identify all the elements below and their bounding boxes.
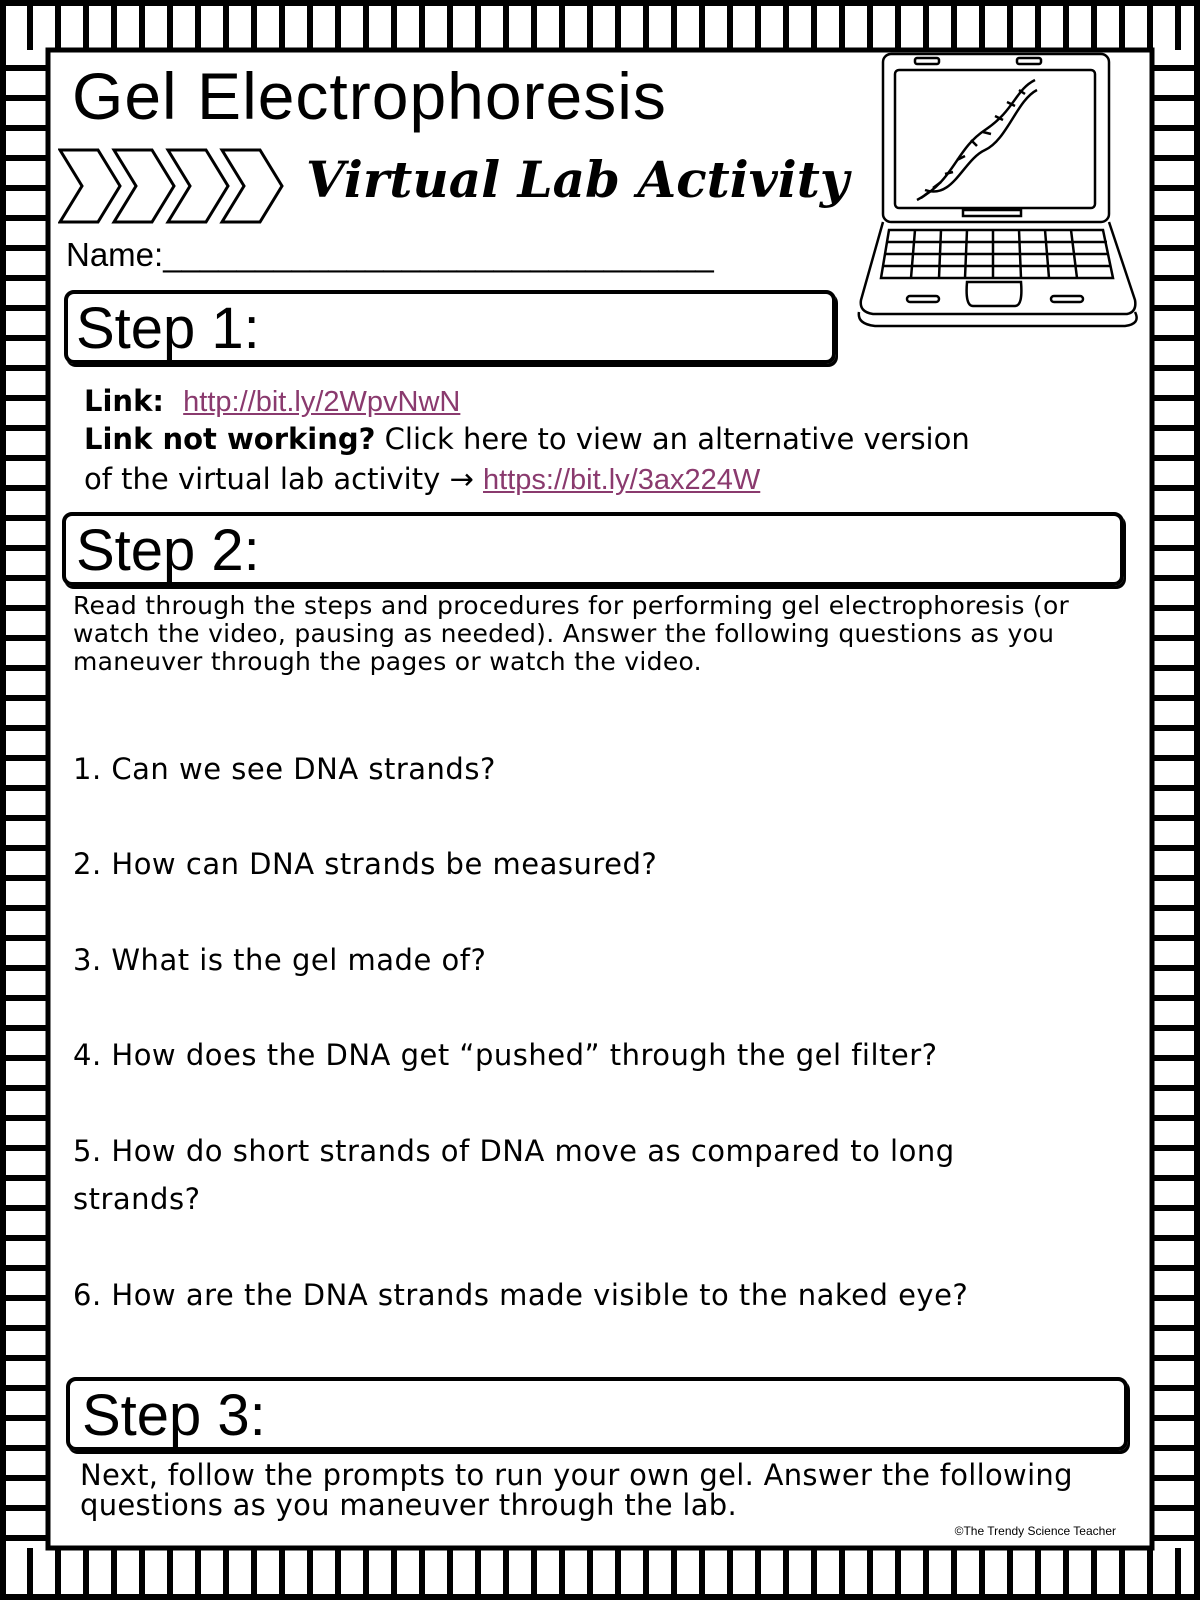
chevron-arrows-icon [58,148,308,228]
question-3: 3. What is the gel made of? [73,943,487,977]
border-stripes-left [4,68,48,1538]
question-2: 2. How can DNA strands be measured? [73,847,658,881]
question-6: 6. How are the DNA strands made visible to the naked eye? [73,1278,969,1312]
laptop-dna-icon [845,50,1150,340]
step2-intro: Read through the steps and procedures for performing gel electrophoresis (or watch the video, pausing as needed). Answer the following questions as you maneuver through the pages or watch the video. [73,591,1070,676]
question-5: 5. How do short strands of DNA move as compared to long strands? [73,1134,955,1216]
link-label: Link: [84,384,164,418]
step1-alt-line-1 [84,422,970,456]
step1-alt-line-2 [84,462,760,497]
step1-label: Step 1: [76,296,260,361]
step1-link-line [84,384,460,419]
copyright-note: ©The Trendy Science Teacher [954,1524,1116,1538]
alt-link-text-2: of the virtual lab activity → [84,462,474,496]
step3-box [66,1377,1128,1451]
step2-box [62,512,1124,586]
border-stripes-right [1152,68,1196,1538]
alt-link-label: Link not working? [84,422,376,456]
question-1: 1. Can we see DNA strands? [73,752,496,786]
step1-box [64,290,836,364]
page-title: Gel Electrophoresis [72,59,667,133]
border-stripes-bottom [30,1548,1178,1596]
step2-label: Step 2: [76,518,260,583]
page-subtitle: Virtual Lab Activity [306,150,849,209]
question-4: 4. How does the DNA get “pushed” through the gel filter? [73,1038,938,1072]
primary-link[interactable]: http://bit.ly/2WpvNwN [183,386,461,418]
alternative-link[interactable]: https://bit.ly/3ax224W [483,464,761,496]
alt-link-text-1: Click here to view an alternative version [384,422,970,456]
border-stripes-top [30,4,1178,50]
name-field[interactable]: Name:______________________________ [66,236,714,273]
step3-text: Next, follow the prompts to run your own gel. Answer the following questions as you maneuver through the lab. [80,1458,1073,1522]
step3-label: Step 3: [82,1383,266,1448]
